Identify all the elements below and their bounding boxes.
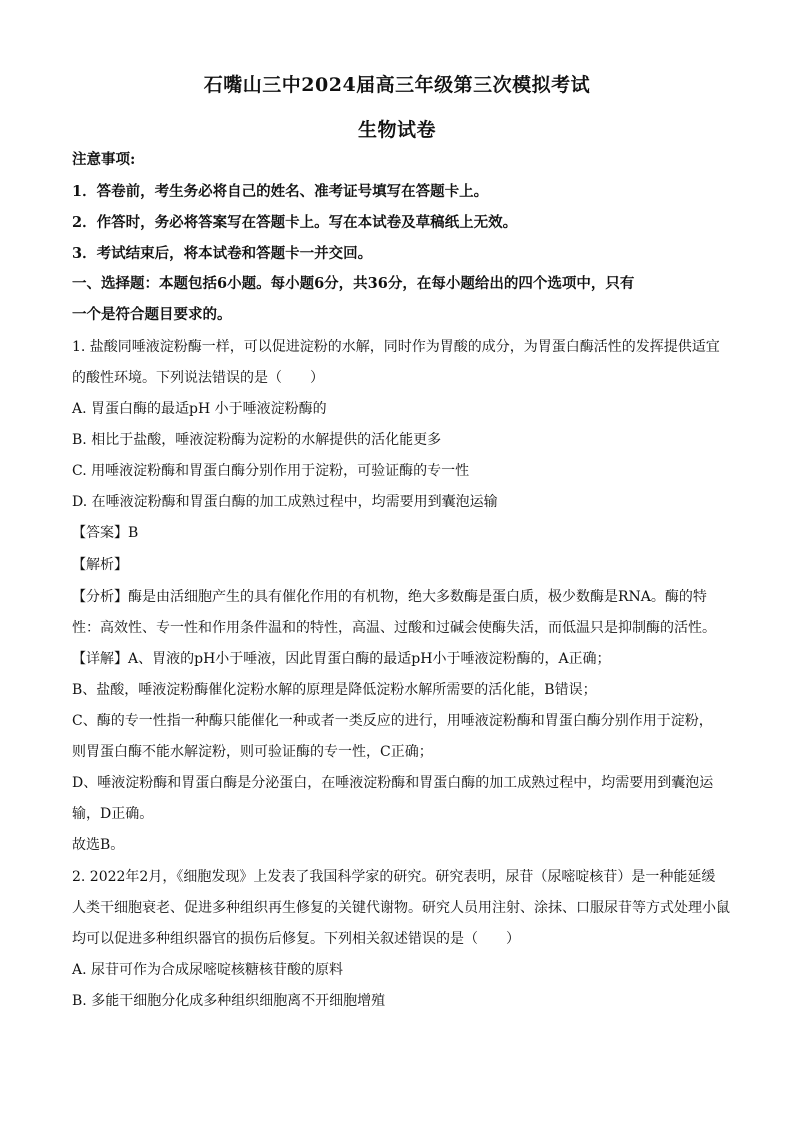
page-title: 石嘴山三中2024届高三年级第三次模拟考试 [203, 74, 591, 96]
q1-explain-line-4: B、盐酸，唾液淀粉酶催化淀粉水解的原理是降低淀粉水解所需要的活化能，B错误； [72, 682, 597, 698]
note-item-2: 2．作答时，务必将答案写在答题卡上。写在本试卷及草稿纸上无效。 [72, 214, 518, 231]
note-item-1: 1．答卷前，考生务必将自己的姓名、准考证号填写在答题卡上。 [72, 183, 489, 200]
q2-stem-line-1: 2. 2022年2月，《细胞发现》上发表了我国科学家的研究。研究表明，尿苷（尿嘧啶核苷）是一种能延缓 [72, 869, 716, 885]
q1-option-c: C. 用唾液淀粉酶和胃蛋白酶分别作用于淀粉，可验证酶的专一性 [72, 463, 470, 479]
q1-option-a: A. 胃蛋白酶的最适pH 小于唾液淀粉酶的 [72, 401, 327, 417]
q1-explain-line-2: 性：高效性、专一性和作用条件温和的特性，高温、过酸和过碱会使酶失活，而低温只是抑制酶的活性。 [72, 620, 716, 636]
q2-option-a: A. 尿苷可作为合成尿嘧啶核糖核苷酸的原料 [72, 962, 344, 978]
q2-stem-line-3: 均可以促进多种组织器官的损伤后修复。下列相关叙述错误的是（ ） [72, 931, 520, 947]
section-heading-line-2: 一个是符合题目要求的。 [72, 306, 232, 323]
q1-stem-line-2: 的酸性环境。下列说法错误的是（ ） [72, 370, 324, 386]
note-item-3: 3．考试结束后，将本试卷和答题卡一并交回。 [72, 245, 373, 262]
q1-analysis-tag: 【解析】 [72, 557, 128, 573]
q1-explain-line-6: 则胃蛋白酶不能水解淀粉，则可验证酶的专一性，C正确； [72, 744, 433, 760]
q1-answer: 【答案】B [72, 525, 139, 541]
q1-explain-line-8: 输，D正确。 [72, 806, 154, 822]
q1-stem-line-1: 1. 盐酸同唾液淀粉酶一样，可以促进淀粉的水解，同时作为胃酸的成分，为胃蛋白酶活性的发挥提供适宜 [72, 339, 720, 355]
q1-explain-line-7: D、唾液淀粉酶和胃蛋白酶是分泌蛋白，在唾液淀粉酶和胃蛋白酶的加工成熟过程中，均需要用到囊泡运 [72, 775, 714, 791]
q1-explain-line-1: 【分析】酶是由活细胞产生的具有催化作用的有机物，绝大多数酶是蛋白质，极少数酶是RNA。酶的特 [72, 589, 707, 605]
q1-option-b: B. 相比于盐酸，唾液淀粉酶为淀粉的水解提供的活化能更多 [72, 432, 442, 448]
page-subtitle: 生物试卷 [357, 119, 436, 141]
q1-option-d: D. 在唾液淀粉酶和胃蛋白酶的加工成熟过程中，均需要用到囊泡运输 [72, 494, 498, 510]
q1-explain-line-5: C、酶的专一性指一种酶只能催化一种或者一类反应的进行，用唾液淀粉酶和胃蛋白酶分别作用于淀粉， [72, 713, 713, 729]
q2-option-b: B. 多能干细胞分化成多种组织细胞离不开细胞增殖 [72, 993, 386, 1009]
q2-stem-line-2: 人类干细胞衰老、促进多种组织再生修复的关键代谢物。研究人员用注射、涂抹、口服尿苷等方式处理小鼠 [72, 900, 730, 916]
section-heading-line-1: 一、选择题：本题包括6小题。每小题6分，共36分，在每小题给出的四个选项中，只有 [72, 275, 635, 292]
q1-explain-line-3: 【详解】A、胃液的pH小于唾液，因此胃蛋白酶的最适pH小于唾液淀粉酶的，A正确； [72, 651, 611, 667]
q1-explain-line-9: 故选B。 [72, 837, 125, 853]
notes-heading: 注意事项: [72, 151, 136, 168]
